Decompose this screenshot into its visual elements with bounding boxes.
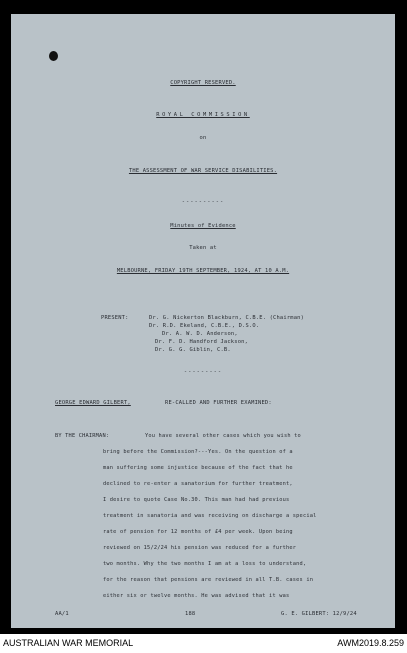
evidence-line: You have several other cases which you wish to (145, 433, 301, 439)
minutes-heading: Minutes of Evidence (170, 223, 236, 229)
on-text: on (199, 135, 207, 141)
punch-hole (49, 51, 58, 61)
archive-reference: AWM2019.8.259 (337, 638, 404, 648)
place-date: MELBOURNE, FRIDAY 19TH SEPTEMBER, 1924, AT 10 A.M. (116, 268, 290, 274)
evidence-line: reviewed on 15/2/24 his pension was reduced for a further (103, 545, 297, 551)
subject-title: THE ASSESSMENT OF WAR SERVICE DISABILITIES. (128, 168, 278, 174)
taken-at: Taken at (189, 245, 217, 251)
evidence-line: either six or twelve months. He was advised that it was (103, 593, 290, 599)
evidence-line: treatment in sanatoria and was receiving on discharge a special (103, 513, 317, 519)
evidence-line: I desire to quote Case No.30. This man had had previous (103, 497, 290, 503)
document-page (11, 14, 395, 628)
evidence-line: two months. Why the two months I am at a loss to understand, (103, 561, 307, 567)
present-member: Dr. G. Nickerton Blackburn, C.B.E. (Chairman) (149, 315, 305, 321)
separator-rule: --------- (183, 369, 223, 375)
present-member: Dr. F. D. Handford Jackson, (155, 339, 249, 345)
witness-status: RE-CALLED AND FURTHER EXAMINED: (165, 400, 272, 406)
evidence-line: for the reason that pensions are reviewed in all T.B. cases in (103, 577, 314, 583)
archive-institution: AUSTRALIAN WAR MEMORIAL (3, 638, 134, 648)
speaker-label: BY THE CHAIRMAN: (55, 433, 110, 439)
present-member: Dr. R.D. Ekeland, C.B.E., D.S.O. (149, 323, 260, 329)
page-number: 188 (185, 611, 196, 617)
copyright-notice: COPYRIGHT RESERVED. (170, 80, 236, 86)
footer-reference: AA/1 (55, 611, 69, 617)
archive-caption-bar (0, 634, 407, 653)
present-member: Dr. A. W. D. Anderson, (162, 331, 238, 337)
witness-name: GEORGE EDWARD GILBERT, (55, 400, 131, 406)
commission-title: ROYAL COMMISSION (156, 112, 250, 118)
evidence-line: man suffering some injustice because of the fact that he (103, 465, 293, 471)
present-member: Dr. G. G. Giblin, C.B. (155, 347, 231, 353)
separator-rule: ---------- (181, 199, 225, 205)
evidence-line: declined to re-enter a sanatorium for further treatment, (103, 481, 293, 487)
footer-witness-date: G. E. GILBERT: 12/9/24 (281, 611, 357, 617)
evidence-line: bring before the Commission?---Yes. On the question of a (103, 449, 293, 455)
evidence-line: rate of pension for 12 months of £4 per week. Upon being (103, 529, 293, 535)
present-label: PRESENT: (101, 315, 129, 321)
